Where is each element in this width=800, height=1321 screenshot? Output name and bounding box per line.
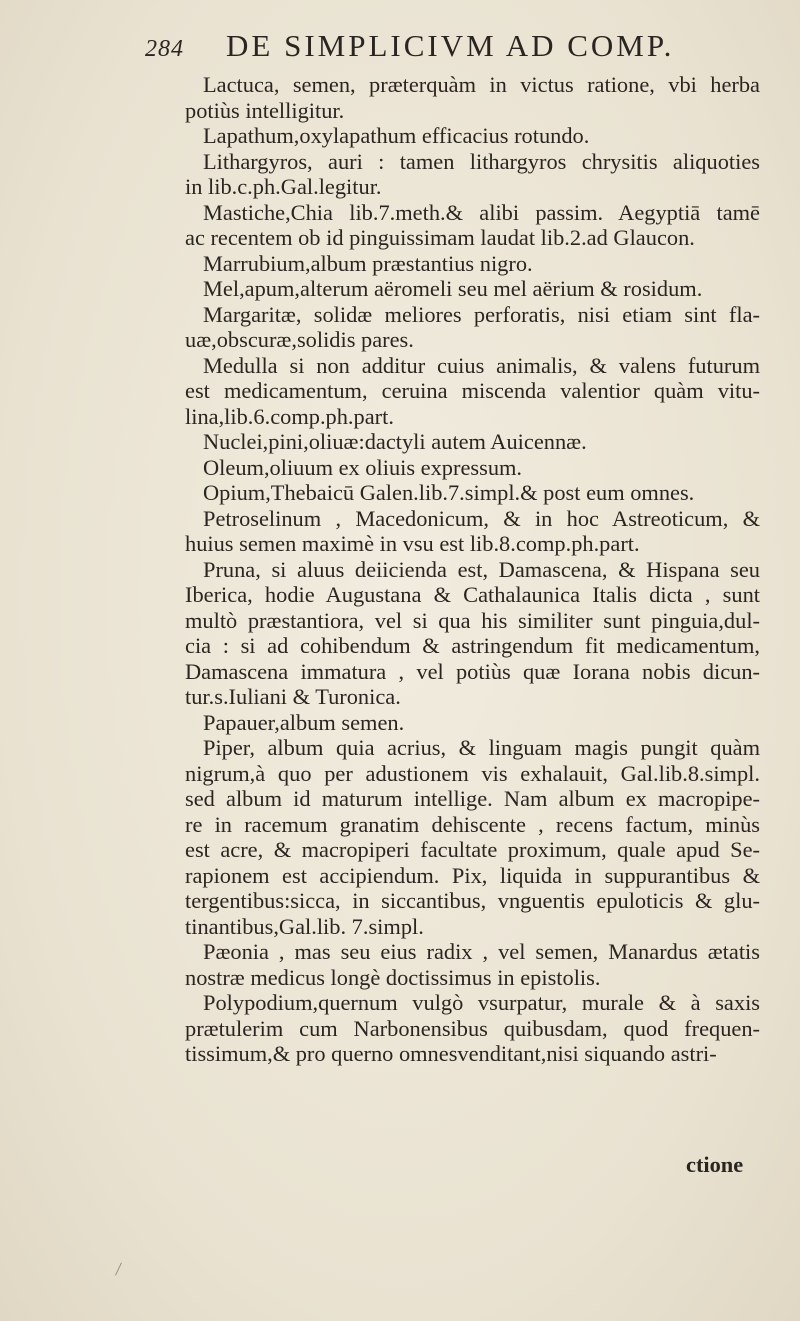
text-line: tergentibus:sicca, in siccantibus, vnguentis epuloticis & glu- [185,888,760,913]
text-line: uæ,obscuræ,solidis pares. [185,327,414,352]
text-line: Damascena immatura , vel potiùs quæ Iorana nobis dicun- [185,658,760,684]
text-line: Lapathum,oxylapathum efficacius rotundo. [203,123,590,148]
text-line: Polypodium,quernum vulgò vsurpatur, murale & à saxis [203,990,760,1015]
text-line: Petroselinum , Macedonicum, & in hoc Astreoticum, & [203,505,760,531]
text-entry [185,302,760,353]
text-entry [185,353,760,430]
text-entry [185,480,760,506]
text-line: ac recentem ob id pinguissimam laudat lib.2.ad Glaucon. [185,225,695,250]
text-line: Iberica, hodie Augustana & Cathalaunica Italis dicta , sunt [185,582,760,607]
text-line: lina,lib.6.comp.ph.part. [185,403,394,429]
text-line: rapionem est accipiendum. Pix, liquida in suppurantibus & [185,862,760,888]
text-line: Mastiche,Chia lib.7.meth.& alibi passim. Aegyptiā tamē [203,199,760,225]
catchword: ctione [686,1152,744,1177]
text-entry [185,429,760,455]
text-line: multò præstantiora, vel si qua his similiter sunt pinguia,dul- [185,607,760,633]
text-line: tur.s.Iuliani & Turonica. [185,684,401,709]
text-entry [185,455,760,481]
text-line: tissimum,& pro querno omnesvenditant,nisi siquando astri- [185,1041,717,1066]
text-line: Oleum,oliuum ex oliuis expressum. [203,454,523,480]
text-line: Mel,apum,alterum aëromeli seu mel aërium & rosidum. [203,276,703,301]
page-header [145,28,745,64]
text-line: est medicamentum, ceruina miscenda valentior quàm vitu- [185,378,760,403]
text-line: huius semen maximè in vsu est lib.8.comp.ph.part. [185,531,640,556]
text-entry [185,735,760,939]
text-entry [185,251,760,277]
text-line: nostræ medicus longè doctissimus in epistolis. [185,964,601,990]
text-line: Pruna, si aluus deiicienda est, Damascena, & Hispana seu [203,556,760,582]
text-line: Medulla si non additur cuius animalis, & valens futurum [203,352,760,378]
text-line: sed album id maturum intellige. Nam album ex macropipe- [185,786,760,811]
text-line: nigrum,à quo per adustionem vis exhalauit, Gal.lib.8.simpl. [185,760,760,786]
text-entry [185,506,760,557]
text-line: Opium,Thebaicū Galen.lib.7.simpl.& post eum omnes. [203,480,695,505]
text-line: Lactuca, semen, præterquàm in victus ratione, vbi herba [203,72,760,97]
text-line: potiùs intelligitur. [185,97,345,123]
text-entry [185,72,760,123]
text-line: est acre, & macropiperi facultate proximum, quale apud Se- [185,837,760,862]
text-entry [185,149,760,200]
pen-mark [115,1262,122,1275]
text-line: Piper, album quia acrius, & linguam magis pungit quàm [203,735,760,760]
text-line: prætulerim cum Narbonensibus quibusdam, quod frequen- [185,1015,760,1041]
text-line: Margaritæ, solidæ meliores perforatis, nisi etiam sint fla- [203,301,760,327]
text-entry [185,200,760,251]
text-line: Nuclei,pini,oliuæ:dactyli autem Auicennæ. [203,429,587,454]
text-entry [185,990,760,1067]
text-body [185,72,760,1067]
text-entry [185,939,760,990]
text-line: tinantibus,Gal.lib. 7.simpl. [185,913,424,939]
text-line: re in racemum granatim dehiscente , recens factum, minùs [185,811,760,837]
text-line: in lib.c.ph.Gal.legitur. [185,174,382,199]
page-number: 284 [145,36,184,62]
text-entry [185,557,760,710]
text-line: Marrubium,album præstantius nigro. [203,250,533,276]
text-line: Papauer,album semen. [203,709,405,735]
text-line: Lithargyros, auri : tamen lithargyros chrysitis aliquoties [203,148,760,174]
text-line: cia : si ad cohibendum & astringendum fit medicamentum, [185,633,760,658]
text-entry [185,276,760,302]
text-entry [185,123,760,149]
text-entry [185,710,760,736]
running-title: DE SIMPLICIVM AD COMP. [226,28,675,63]
text-line: Pæonia , mas seu eius radix , vel semen, Manardus ætatis [203,939,760,964]
